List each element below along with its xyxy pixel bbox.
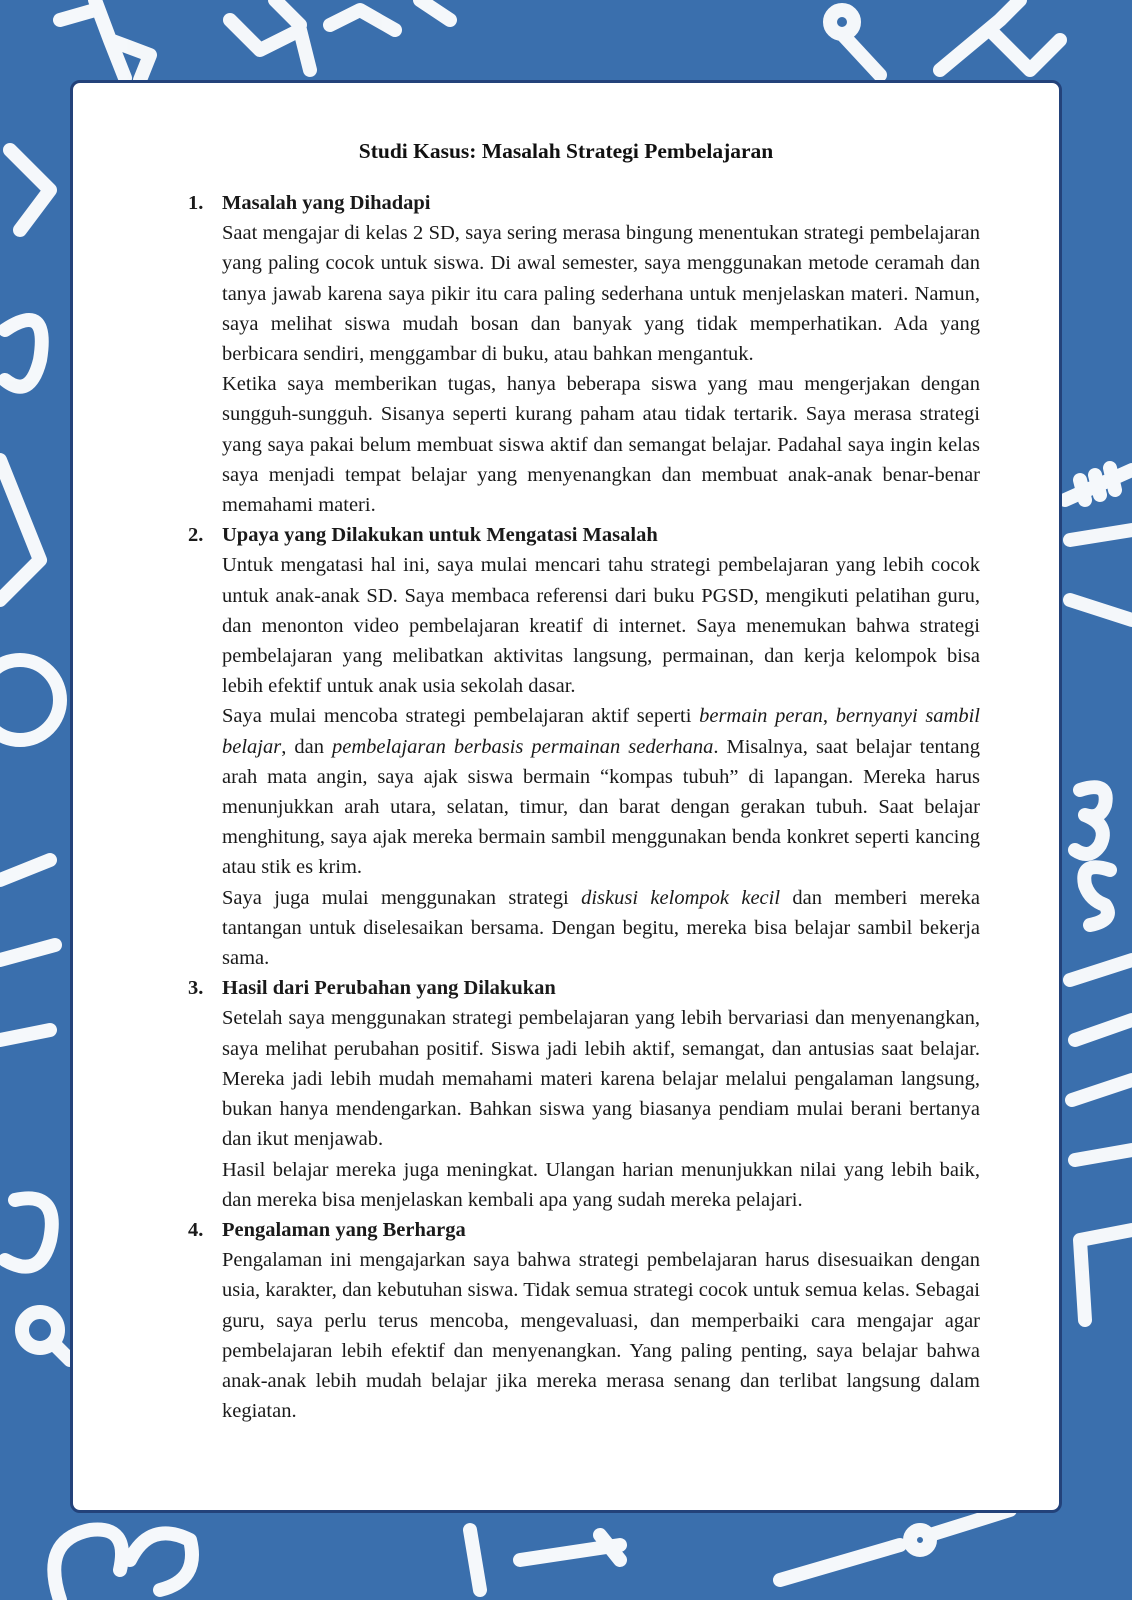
doodle-left-triangle [0, 460, 40, 600]
doodle-right-ruler [1065, 468, 1132, 500]
doodle-right-3 [1075, 787, 1106, 854]
case-study-sections [150, 188, 980, 1426]
doodle-left-arrow [10, 150, 50, 230]
doodle-bottom-left-loops [54, 1530, 192, 1600]
doodle-bottom-right-line [780, 1510, 1010, 1580]
paragraph [222, 369, 980, 520]
text-run: , dan [281, 735, 333, 758]
section-number: 2. [188, 524, 204, 547]
doodle-right-s [1084, 867, 1110, 925]
doodle-bottom-bar [520, 1535, 620, 1560]
text-run: , [822, 705, 836, 728]
section-number: 3. [188, 977, 204, 1000]
text-run: Setelah saya menggunakan strategi pembelajaran yang lebih bervariasi dan menyenangkan, saya melihat perubahan positif. Siswa jadi lebih aktif, semangat, dan antusias saat belajar. Mereka jadi lebih mudah memahami materi karena belajar melalui pengalaman langsung, bukan hanya mendengarkan. Bahkan siswa yang biasanya pendiam mulai berani bertanya dan ikut menjawab. [222, 1007, 980, 1151]
doodle-left-circle [0, 660, 60, 740]
doodle-pendulum-top-right [940, 0, 1060, 70]
doodle-figure-top-left [60, 0, 150, 80]
text-run: Saya mulai mencoba strategi pembelajaran aktif seperti [222, 705, 700, 728]
emphasized-text: diskusi kelompok kecil [581, 886, 781, 909]
paragraph [222, 1003, 980, 1154]
text-run: Saya juga mulai menggunakan strategi [222, 886, 582, 909]
text-run: dan memberi mereka tantangan untuk diselesaikan bersama. Dengan begitu, mereka bisa belajar sambil bekerja sama. [222, 886, 980, 970]
paragraph [222, 1245, 980, 1426]
text-run: Pengalaman ini mengajarkan saya bahwa strategi pembelajaran harus disesuaikan dengan usia, karakter, dan kebutuhan siswa. Tidak semua strategi cocok untuk semua kelas. Sebagai guru, saya perlu terus mencoba, mengevaluasi, dan memperbaiki cara mengajar agar pembelajaran lebih efektif dan menyenangkan. Yang paling penting, saya belajar bahwa anak-anak lebih mudah belajar jika mereka merasa senang dan terlibat langsung dalam kegiatan. [222, 1249, 980, 1423]
text-run: Hasil belajar mereka juga meningkat. Ulangan harian menunjukkan nilai yang lebih baik, dan mereka bisa menjelaskan kembali apa yang sudah mereka pelajari. [222, 1158, 980, 1211]
section-number: 4. [188, 1218, 204, 1241]
emphasized-text: bernyanyi sambil belajar [222, 705, 981, 758]
section-heading: Masalah yang Dihadapi [222, 192, 431, 214]
paragraph [222, 701, 980, 882]
doodle-right-lines [1070, 530, 1132, 620]
doodle-left-b [5, 320, 42, 387]
section-number: 1. [188, 192, 204, 214]
doodle-bottom-line [470, 1530, 480, 1590]
text-run: Saat mengajar di kelas 2 SD, saya sering merasa bingung menentukan strategi pembelajaran yang paling cocok untuk siswa. Di awal semester, saya menggunakan metode ceramah dan tanya jawab karena saya pikir itu cara paling sederhana untuk menjelaskan materi. Namun, saya melihat siswa mudah bosan dan banyak yang tidak memperhatikan. Ada yang berbicara sendiri, menggambar di buku, atau bahkan mengantuk. [222, 222, 980, 366]
text-run: Untuk mengatasi hal ini, saya mulai mencari tahu strategi pembelajaran yang lebih cocok untuk anak-anak SD. Saya membaca referensi dari buku PGSD, mengikuti pelatihan guru, dan menonton video pembelajaran kreatif di internet. Saya menemukan bahwa strategi pembelajaran yang melibatkan aktivitas langsung, permainan, dan kerja kelompok bisa lebih efektif untuk anak usia sekolah dasar. [222, 554, 980, 698]
emphasized-text: bermain peran [699, 705, 823, 728]
document-card [70, 80, 1062, 1513]
section-4 [150, 1215, 980, 1426]
section-1 [150, 188, 980, 520]
paragraph [222, 1155, 980, 1215]
section-2 [150, 520, 980, 973]
doodle-loops-top [330, 0, 450, 30]
doodle-left-hook [5, 1198, 52, 1266]
paragraph [222, 218, 980, 369]
doodle-zigzag-top [230, 0, 310, 70]
page-title: Studi Kasus: Masalah Strategi Pembelajaran [358, 139, 774, 163]
doodle-right-ladder [1070, 960, 1132, 1160]
text-run: . Misalnya, saat belajar tentang arah mata angin, saya ajak siswa bermain “kompas tubuh” di lapangan. Mereka harus menunjukkan arah utara, selatan, timur, dan barat dengan gerakan tubuh. Saat belajar menghitung, saya ajak mereka bermain sambil menggunakan benda konkret seperti kancing atau stik es krim. [222, 735, 980, 879]
doodle-right-frame [1080, 1230, 1132, 1320]
section-heading: Upaya yang Dilakukan untuk Mengatasi Masalah [222, 524, 658, 547]
paragraph [222, 550, 980, 701]
doodle-left-lines [0, 860, 55, 1040]
emphasized-text: pembelajaran berbasis permainan sederhana [332, 735, 714, 758]
text-run: Ketika saya memberikan tugas, hanya beberapa siswa yang mau mengerjakan dengan sungguh-sungguh. Sisanya seperti kurang paham atau tidak tertarik. Saya merasa strategi yang saya pakai belum membuat siswa aktif dan semangat belajar. Padahal saya ingin kelas saya menjadi tempat belajar yang menyenangkan dan membuat anak-anak benar-benar memahami materi. [222, 373, 980, 517]
paragraph [222, 883, 980, 974]
section-heading: Pengalaman yang Berharga [222, 1218, 466, 1241]
section-3 [150, 973, 980, 1215]
section-heading: Hasil dari Perubahan yang Dilakukan [222, 977, 556, 1000]
